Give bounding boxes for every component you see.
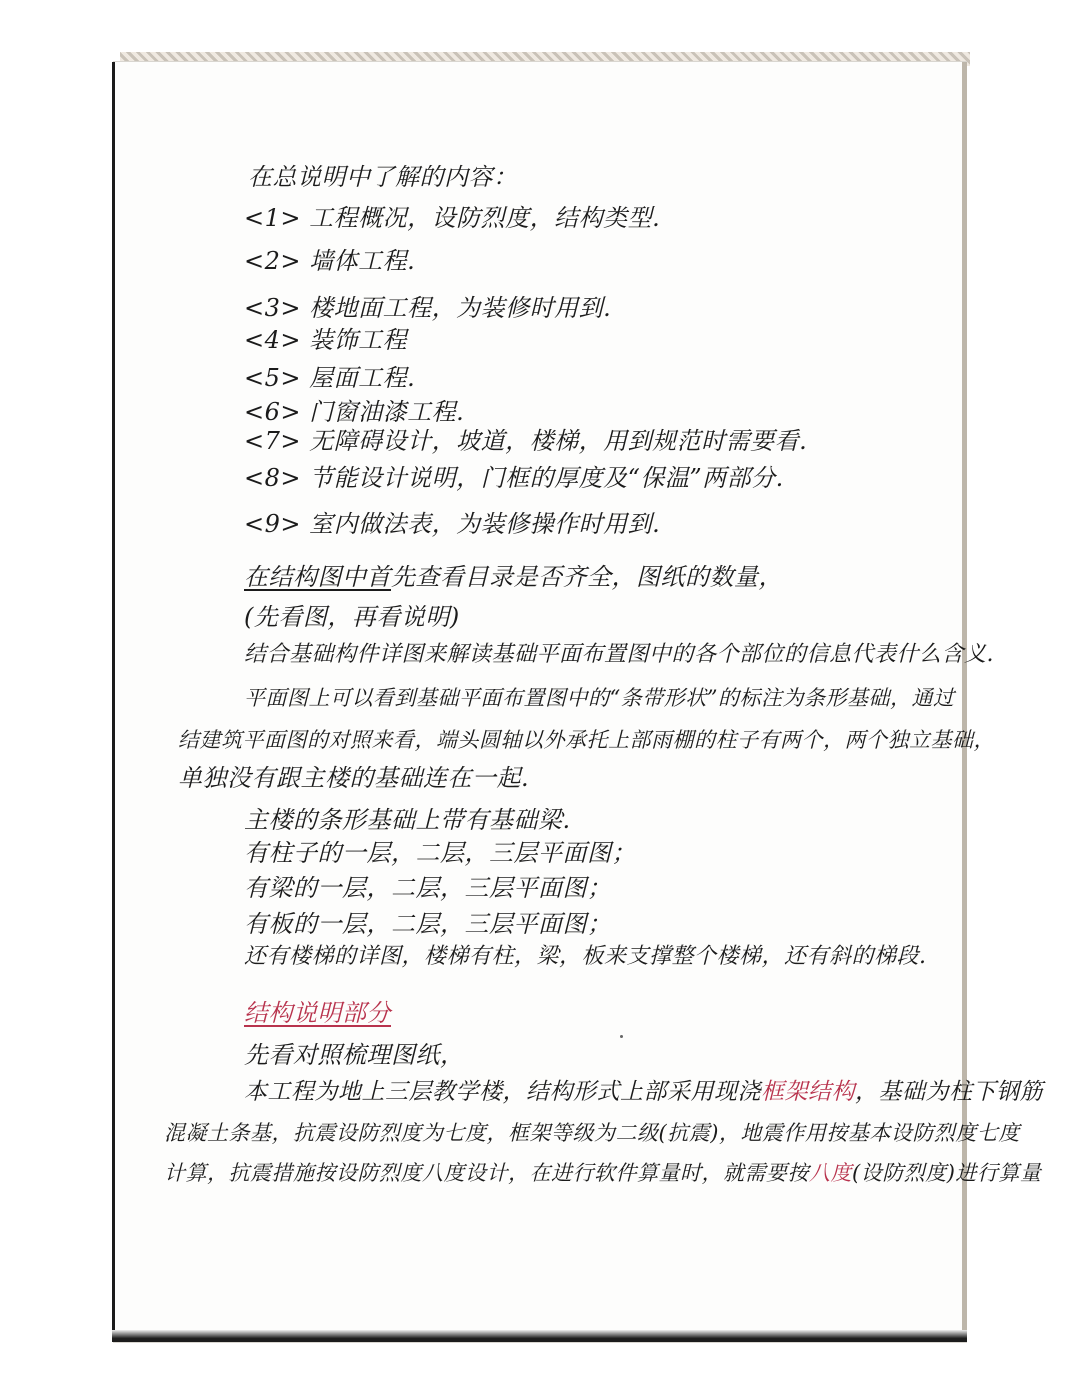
structure-intro-rest: 先查看目录是否齐全，图纸的数量， [391,563,783,591]
sheet-bottom-edge [112,1330,967,1342]
list-item: <1> 工程概况，设防烈度，结构类型. [244,204,661,232]
list-item: <6> 门窗油漆工程. [244,398,465,426]
list-item: <4> 装饰工程 [244,326,408,354]
list-line: 有柱子的一层，二层，三层平面图； [244,839,636,867]
list-item: <7> 无障碍设计，坡道，楼梯，用到规范时需要看. [244,427,808,455]
list-line: 有板的一层，二层，三层平面图； [244,910,612,938]
list-item: <9> 室内做法表，为装修操作时用到. [244,510,661,538]
section-title: 结构说明部分 [244,999,391,1027]
paragraph-line: 结建筑平面图的对照来看，端头圆轴以外承托上部雨棚的柱子有两个，两个独立基础， [178,728,995,752]
paragraph-line: 结合基础构件详图来解读基础平面布置图中的各个部位的信息代表什么含义. [244,642,994,667]
list-item: <8> 节能设计说明，门框的厚度及“保温”两部分. [244,464,784,492]
list-line: 有梁的一层，二层，三层平面图； [244,874,612,902]
final-line1-before: 本工程为地上三层教学楼，结构形式上部采用现浇 [244,1079,761,1105]
final-line1-after: ，基础为柱下钢筋 [855,1079,1043,1105]
final-line3-before: 计算，抗震措施按设防烈度八度设计，在进行软件算量时，就需要按 [164,1161,809,1185]
framework-structure-highlight: 框架结构 [761,1079,855,1105]
notes-heading: 在总说明中了解的内容： [248,163,518,191]
final-line3-after: (设防烈度)进行算量 [852,1161,1042,1185]
list-item: <2> 墙体工程. [244,247,416,275]
final-paragraph-line-2: 混凝土条基，抗震设防烈度为七度，框架等级为二级(抗震)，地震作用按基本设防烈度七度 [164,1121,1020,1145]
paragraph-line: 平面图上可以看到基础平面布置图中的“条带形状”的标注为条形基础，通过 [244,686,955,710]
first-look-line: 先看对照梳理图纸， [244,1041,465,1069]
ink-dot [620,1035,623,1038]
list-item: <3> 楼地面工程，为装修时用到. [244,294,612,322]
structure-intro-underlined: 在结构图中首 [244,563,391,591]
final-paragraph-line-1 [244,1077,1043,1107]
final-paragraph-line-3 [164,1158,1041,1188]
list-item: <5> 屋面工程. [244,364,416,392]
paragraph-line: 单独没有跟主楼的基础连在一起. [178,764,530,792]
list-line: 主楼的条形基础上带有基础梁. [244,806,571,834]
sheet-right-edge [962,62,967,1342]
list-line: 还有楼梯的详图，楼梯有柱，梁，板来支撑整个楼梯，还有斜的梯段. [244,944,927,969]
eight-degree-highlight: 八度 [809,1161,852,1185]
structure-intro [244,562,783,592]
paren-note: (先看图，再看说明) [244,603,460,631]
sheet-left-edge [112,62,115,1342]
